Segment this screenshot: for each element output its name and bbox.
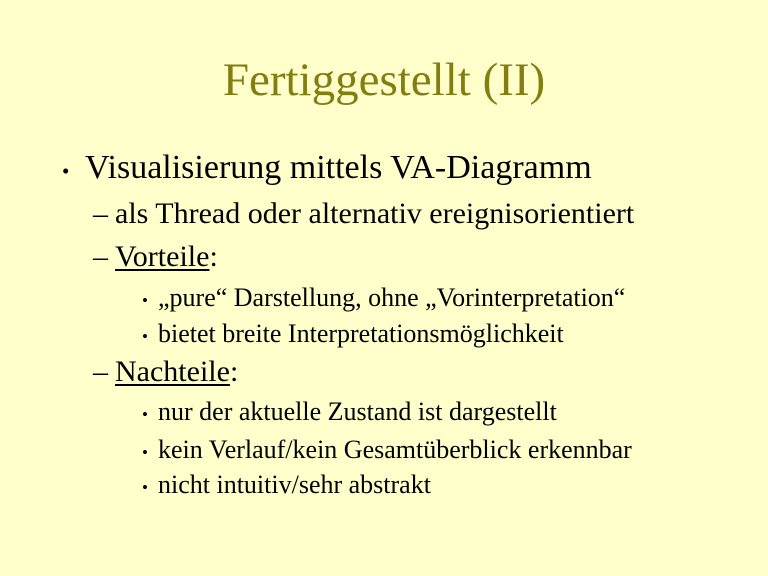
bullet-icon: • <box>142 291 148 310</box>
term-suffix: : <box>209 240 218 273</box>
bullet-line <box>93 357 238 387</box>
dash-icon: – <box>93 197 108 230</box>
bullet-icon: • <box>142 478 148 497</box>
bullet-text <box>115 240 218 273</box>
bullet-text <box>115 355 238 388</box>
bullet-text: Visualisierung mittels VA-Diagramm <box>85 149 592 186</box>
bullet-icon: • <box>142 405 148 424</box>
underlined-term: Vorteile <box>115 240 210 273</box>
bullet-line <box>93 199 634 229</box>
bullet-line <box>142 399 557 425</box>
dash-icon: – <box>93 355 108 388</box>
bullet-line <box>142 321 564 347</box>
bullet-text: „pure“ Darstellung, ohne „Vorinterpretation“ <box>158 283 626 312</box>
bullet-line <box>142 437 632 463</box>
underlined-term: Nachteile <box>115 355 230 388</box>
bullet-line <box>142 472 431 498</box>
slide-title: Fertiggestellt (II) <box>222 54 546 106</box>
term-suffix: : <box>229 355 239 388</box>
bullet-text: als Thread oder alternativ ereignisorientiert <box>115 197 635 230</box>
bullet-icon: • <box>62 159 70 183</box>
bullet-text: nicht intuitiv/sehr abstrakt <box>158 470 431 499</box>
bullet-icon: • <box>142 327 148 346</box>
dash-icon: – <box>93 240 108 273</box>
bullet-icon: • <box>142 443 148 462</box>
bullet-text: nur der aktuelle Zustand ist dargestellt <box>158 397 557 426</box>
bullet-text: bietet breite Interpretationsmöglichkeit <box>158 319 564 348</box>
bullet-text: kein Verlauf/kein Gesamtüberblick erkennbar <box>158 435 632 464</box>
bullet-line <box>142 285 625 311</box>
bullet-line <box>93 242 218 272</box>
bullet-line <box>62 151 592 185</box>
